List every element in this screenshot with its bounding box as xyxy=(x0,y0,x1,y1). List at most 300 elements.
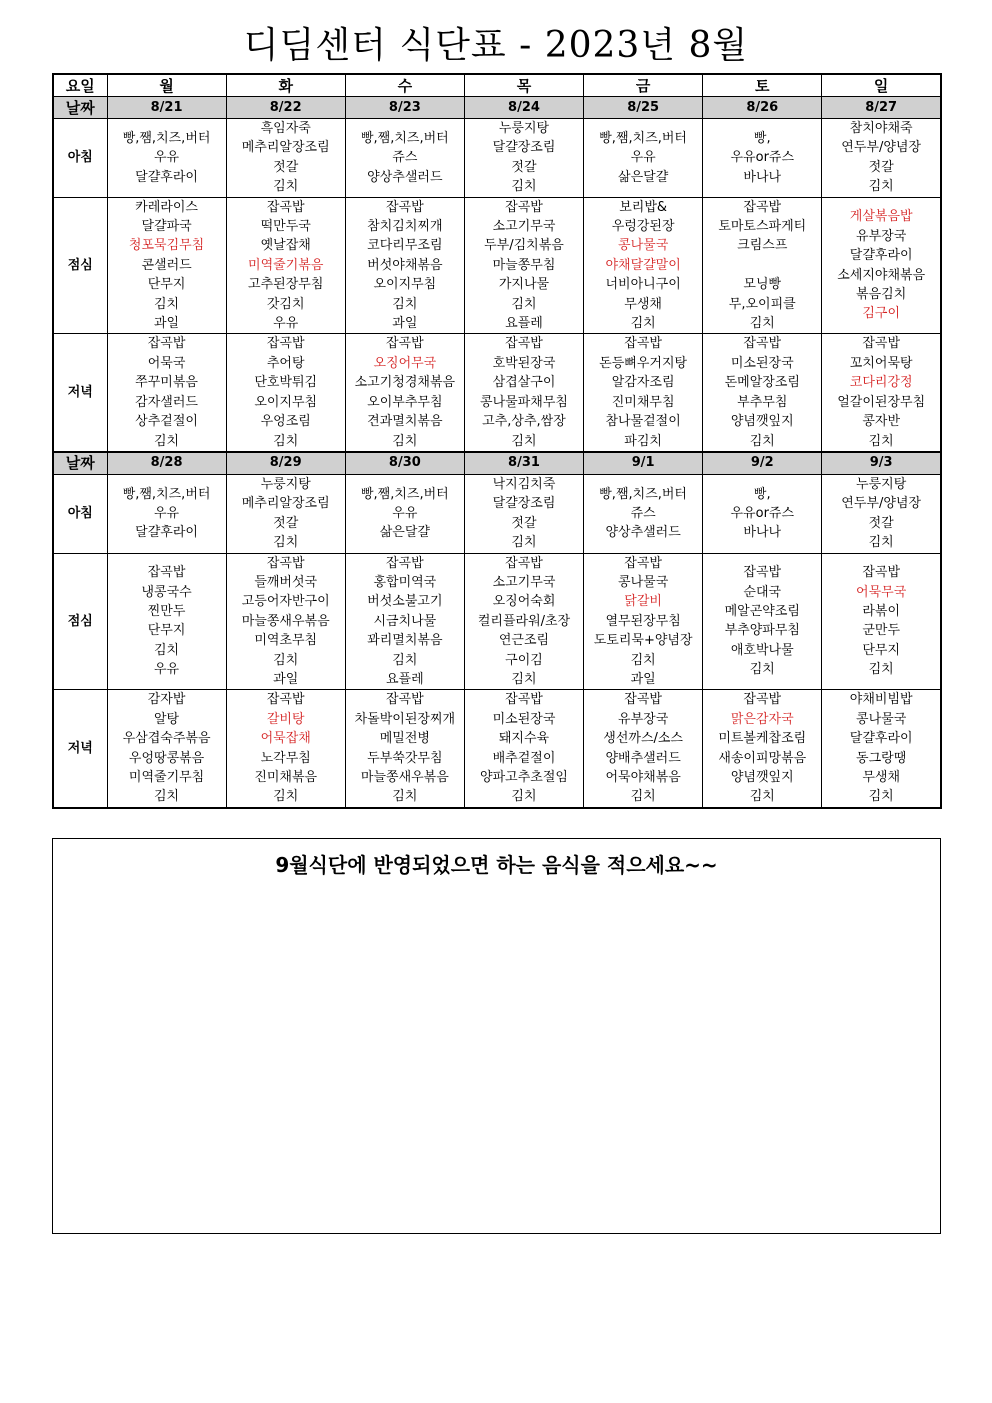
menu-cell xyxy=(226,197,345,334)
menu-item: 단호박튀김 xyxy=(254,375,318,391)
weekday-cell: 화 xyxy=(226,74,345,97)
menu-item: 요플레 xyxy=(505,316,543,332)
menu-item: 진미채무침 xyxy=(611,394,675,410)
menu-item: 마늘쫑새우볶음 xyxy=(241,613,330,629)
menu-item: 우유 xyxy=(273,316,299,332)
menu-cell xyxy=(584,553,703,690)
menu-cell xyxy=(464,334,583,452)
menu-item: 구이김 xyxy=(505,652,543,668)
menu-cell xyxy=(107,334,226,452)
dinner-label: 저녁 xyxy=(53,334,107,452)
menu-item: 김치 xyxy=(273,179,299,195)
menu-item: 잡곡밥 xyxy=(743,336,782,352)
menu-item: 달걀후라이 xyxy=(849,731,913,747)
dinner-row xyxy=(53,334,941,452)
lunch-label: 점심 xyxy=(53,553,107,690)
menu-item: 차돌박이된장찌개 xyxy=(354,711,456,727)
menu-item: 오이지무침 xyxy=(254,394,318,410)
menu-item: 과일 xyxy=(154,316,180,332)
menu-item: 소고기청경채볶음 xyxy=(354,375,456,391)
menu-item: 잡곡밥 xyxy=(624,692,662,708)
menu-item: 새송이피망볶음 xyxy=(718,750,807,766)
menu-item: 흑임자죽 xyxy=(260,121,311,136)
menu-cell xyxy=(703,197,822,334)
menu-item: 코다리무조림 xyxy=(367,238,443,254)
menu-item: 과일 xyxy=(273,671,299,687)
menu-item: 젓갈 xyxy=(511,159,537,175)
menu-item: 떡만두국 xyxy=(260,219,311,235)
menu-cell xyxy=(584,690,703,808)
menu-item: 미역줄기볶음 xyxy=(248,257,324,273)
menu-cell xyxy=(464,690,583,808)
breakfast-label: 아침 xyxy=(53,119,107,198)
menu-item: 고추,상추,쌈장 xyxy=(482,414,566,430)
menu-item: 도토리묵+양념장 xyxy=(593,633,693,649)
menu-cell xyxy=(464,119,583,198)
menu-item: 김치 xyxy=(511,433,537,449)
menu-item: 알탕 xyxy=(154,711,180,727)
menu-item: 생선까스/소스 xyxy=(603,731,683,747)
menu-item: 야채비빔밥 xyxy=(849,692,913,708)
menu-item: 김치 xyxy=(749,789,775,805)
menu-cell xyxy=(226,474,345,553)
menu-item: 잡곡밥 xyxy=(862,336,901,352)
menu-item: 잡곡밥 xyxy=(386,336,424,352)
menu-item: 들깨버섯국 xyxy=(254,574,318,590)
menu-item: 버섯소불고기 xyxy=(367,594,443,610)
menu-cell xyxy=(584,119,703,198)
menu-item: 어묵잡채 xyxy=(260,731,311,747)
menu-item: 김치 xyxy=(868,662,894,678)
menu-item: 유부장국 xyxy=(618,711,669,727)
menu-item: 알감자조림 xyxy=(611,375,675,391)
menu-item: 바나나 xyxy=(743,169,782,185)
dinner-label: 저녁 xyxy=(53,690,107,808)
menu-item: 고등어자반구이 xyxy=(241,594,330,610)
menu-item: 우엉땅콩볶음 xyxy=(128,750,205,766)
menu-cell xyxy=(226,690,345,808)
date-cell: 8/23 xyxy=(345,97,464,119)
menu-item: 무,오이피클 xyxy=(728,296,796,312)
menu-cell xyxy=(584,474,703,553)
menu-item: 우삼겹숙주볶음 xyxy=(122,731,211,747)
menu-item: 돈등뼈우거지탕 xyxy=(599,355,688,371)
date-cell: 8/22 xyxy=(226,97,345,119)
date-label: 날짜 xyxy=(53,97,107,119)
menu-cell xyxy=(107,119,226,198)
menu-item: 달걀장조림 xyxy=(492,496,556,512)
menu-item: 삶은달걀 xyxy=(618,169,669,185)
weekday-cell: 월 xyxy=(107,74,226,97)
menu-item: 배추겉절이 xyxy=(492,750,556,766)
menu-item: 김치 xyxy=(868,433,894,449)
menu-item: 양파고추초절임 xyxy=(480,770,568,785)
menu-cell xyxy=(464,197,583,334)
menu-item: 양념깻잎지 xyxy=(730,414,794,430)
menu-item: 오이지무침 xyxy=(373,277,437,293)
menu-item: 양배추샐러드 xyxy=(605,750,681,766)
menu-cell xyxy=(464,474,583,553)
wish-box[interactable] xyxy=(52,838,941,1234)
menu-item: 달걀후라이 xyxy=(135,169,198,185)
menu-item: 우유or쥬스 xyxy=(730,506,795,522)
menu-item: 호박된장국 xyxy=(492,355,556,371)
menu-item: 김치 xyxy=(154,789,180,805)
menu-item: 참치김치찌개 xyxy=(367,219,443,235)
menu-item: 보리밥& xyxy=(619,199,668,215)
menu-item: 메추리알장조림 xyxy=(241,496,330,512)
menu-cell xyxy=(345,334,464,452)
weekday-cell: 금 xyxy=(584,74,703,97)
menu-item: 게살볶음밥 xyxy=(849,209,913,225)
menu-item: 참치야채죽 xyxy=(849,121,913,136)
menu-item: 갈비탕 xyxy=(266,711,305,727)
menu-item: 김치 xyxy=(511,671,537,687)
menu-item: 과일 xyxy=(630,671,656,687)
menu-item: 젓갈 xyxy=(868,515,894,531)
menu-cell xyxy=(226,334,345,452)
menu-item: 연두부/양념장 xyxy=(841,496,922,512)
menu-item: 잡곡밥 xyxy=(862,565,901,581)
menu-item: 우유 xyxy=(392,506,418,522)
menu-item: 잡곡밥 xyxy=(505,692,543,708)
menu-item: 잡곡밥 xyxy=(266,199,305,215)
menu-item: 볶음김치 xyxy=(856,286,907,302)
menu-item: 메알곤약조림 xyxy=(724,604,800,620)
weekday-header-row xyxy=(53,74,941,97)
menu-item: 잡곡밥 xyxy=(624,555,662,571)
menu-item: 닭갈비 xyxy=(624,594,662,610)
menu-item: 노각무침 xyxy=(260,750,311,766)
menu-item: 마늘쫑새우볶음 xyxy=(360,770,449,785)
menu-item: 라볶이 xyxy=(862,604,901,620)
menu-item: 어묵무국 xyxy=(856,584,907,600)
menu-item: 유부장국 xyxy=(856,228,907,244)
menu-item: 달걀파국 xyxy=(141,219,192,235)
menu-cell xyxy=(822,197,941,334)
date-cell: 8/27 xyxy=(822,97,941,119)
menu-item: 김치 xyxy=(749,316,775,332)
menu-item: 가지나물 xyxy=(498,277,550,293)
menu-item: 옛날잡채 xyxy=(260,238,311,254)
menu-item: 쥬스 xyxy=(392,150,418,166)
menu-item: 쥬스 xyxy=(630,506,656,522)
menu-item: 순대국 xyxy=(743,584,782,600)
menu-item: 야채달걀말이 xyxy=(605,257,681,273)
date-cell: 8/30 xyxy=(345,452,464,475)
menu-item: 무생채 xyxy=(624,296,662,312)
menu-item: 열무된장무침 xyxy=(605,613,681,629)
menu-item: 빵,쨈,치즈,버터 xyxy=(599,130,687,146)
weekday-cell: 수 xyxy=(345,74,464,97)
date-cell: 8/31 xyxy=(464,452,583,475)
lunch-label: 점심 xyxy=(53,197,107,334)
menu-item: 미역초무침 xyxy=(254,633,318,649)
menu-item: 김치 xyxy=(868,535,894,551)
menu-item: 바나나 xyxy=(743,525,782,541)
menu-item: 잡곡밥 xyxy=(386,555,424,571)
menu-item: 맑은감자국 xyxy=(730,711,794,727)
menu-item: 과일 xyxy=(392,316,418,332)
menu-item: 잡곡밥 xyxy=(266,555,305,571)
menu-item: 김치 xyxy=(630,316,656,332)
date-cell: 8/29 xyxy=(226,452,345,475)
menu-item: 요플레 xyxy=(386,671,424,687)
menu-item: 오징어무국 xyxy=(373,355,437,371)
menu-item: 누룽지탕 xyxy=(856,476,907,492)
menu-item: 감자밥 xyxy=(147,692,186,708)
dinner-row xyxy=(53,690,941,808)
menu-item: 우유or쥬스 xyxy=(730,150,795,166)
date-cell: 9/3 xyxy=(822,452,941,475)
menu-item: 진미채볶음 xyxy=(254,770,318,785)
menu-item: 냉콩국수 xyxy=(141,584,192,600)
menu-item: 콘샐러드 xyxy=(141,257,192,273)
weekday-cell: 목 xyxy=(464,74,583,97)
menu-cell xyxy=(345,690,464,808)
menu-item: 꼬치어묵탕 xyxy=(849,355,913,371)
menu-item: 상추겉절이 xyxy=(135,414,198,430)
menu-item: 감자샐러드 xyxy=(135,394,198,410)
menu-item: 단무지 xyxy=(147,277,186,293)
menu-item: 쭈꾸미볶음 xyxy=(135,375,198,391)
breakfast-row xyxy=(53,119,941,198)
menu-cell xyxy=(345,553,464,690)
menu-item: 누룽지탕 xyxy=(498,121,550,136)
menu-table xyxy=(52,73,942,809)
menu-cell xyxy=(584,197,703,334)
menu-item: 양상추샐러드 xyxy=(605,525,681,541)
menu-item: 김치 xyxy=(273,652,299,668)
menu-item xyxy=(703,256,821,275)
menu-item: 파김치 xyxy=(624,433,662,449)
date-row xyxy=(53,452,941,475)
menu-item: 군만두 xyxy=(862,623,901,639)
menu-item: 고추된장무침 xyxy=(248,277,324,293)
menu-cell xyxy=(345,474,464,553)
menu-item: 잡곡밥 xyxy=(505,336,543,352)
menu-item: 김치 xyxy=(273,535,299,551)
menu-item: 빵,쨈,치즈,버터 xyxy=(122,130,211,146)
menu-item: 미역줄기무침 xyxy=(128,770,205,785)
menu-item: 김치 xyxy=(154,642,180,658)
menu-item: 달걀후라이 xyxy=(135,525,198,541)
menu-item: 잡곡밥 xyxy=(743,199,782,215)
date-cell: 8/24 xyxy=(464,97,583,119)
menu-item: 양상추샐러드 xyxy=(367,169,443,185)
menu-item: 김치 xyxy=(273,789,299,805)
menu-item: 미소된장국 xyxy=(492,711,556,727)
menu-cell xyxy=(345,197,464,334)
menu-item: 청포묵김무침 xyxy=(128,238,205,254)
menu-item: 잡곡밥 xyxy=(505,555,543,571)
menu-item: 홍합미역국 xyxy=(373,574,437,590)
menu-cell xyxy=(822,334,941,452)
menu-item: 잡곡밥 xyxy=(505,199,543,215)
menu-item: 추어탕 xyxy=(266,355,305,371)
weekday-label: 요일 xyxy=(53,74,107,97)
menu-cell xyxy=(226,553,345,690)
menu-cell xyxy=(107,690,226,808)
menu-item: 마늘쫑무침 xyxy=(492,257,556,273)
menu-cell xyxy=(107,553,226,690)
menu-item: 우렁강된장 xyxy=(611,219,675,235)
menu-item: 달걀장조림 xyxy=(492,140,556,156)
menu-item: 시금치나물 xyxy=(373,613,437,629)
menu-item: 김치 xyxy=(511,535,537,551)
menu-item: 빵, xyxy=(753,486,771,502)
menu-item: 빵,쨈,치즈,버터 xyxy=(360,130,449,146)
date-cell: 9/1 xyxy=(584,452,703,475)
menu-item: 잡곡밥 xyxy=(147,565,186,581)
menu-item: 토마토스파게티 xyxy=(718,219,807,235)
menu-cell xyxy=(703,119,822,198)
menu-item: 누룽지탕 xyxy=(260,476,311,492)
menu-item: 소고기무국 xyxy=(492,574,556,590)
menu-item: 김치 xyxy=(154,433,180,449)
menu-item: 김치 xyxy=(154,296,180,312)
menu-cell xyxy=(822,553,941,690)
menu-item: 우유 xyxy=(154,506,180,522)
menu-item: 김치 xyxy=(392,433,418,449)
menu-cell xyxy=(822,119,941,198)
menu-item: 우유 xyxy=(630,150,656,166)
menu-item: 빵, xyxy=(753,130,771,146)
menu-cell xyxy=(822,474,941,553)
menu-item: 콩나물국 xyxy=(618,574,669,590)
menu-item: 참나물겉절이 xyxy=(605,414,681,430)
menu-cell xyxy=(703,334,822,452)
menu-item: 김치 xyxy=(392,652,418,668)
menu-item: 김치 xyxy=(392,789,418,805)
page-title: 디딤센터 식단표 - 2023년 8월 xyxy=(243,25,749,66)
menu-item: 잡곡밥 xyxy=(743,692,782,708)
menu-item: 낙지김치죽 xyxy=(492,476,556,492)
menu-item: 미소된장국 xyxy=(730,355,794,371)
menu-item: 김치 xyxy=(868,789,894,805)
date-cell: 8/28 xyxy=(107,452,226,475)
menu-item: 크림스프 xyxy=(737,238,788,254)
menu-item: 꽈리멸치볶음 xyxy=(367,633,443,649)
menu-item: 젓갈 xyxy=(273,159,299,175)
menu-item: 두부쑥갓무침 xyxy=(367,750,443,766)
menu-item: 부추양파무침 xyxy=(724,623,800,639)
menu-item: 미트볼케찹조림 xyxy=(718,731,807,747)
menu-item: 삼겹살구이 xyxy=(492,375,556,391)
menu-item: 얼갈이된장무침 xyxy=(837,394,926,410)
menu-item: 소고기무국 xyxy=(492,219,556,235)
menu-cell xyxy=(464,553,583,690)
menu-item: 컬리플라워/초장 xyxy=(477,613,571,629)
menu-cell xyxy=(822,690,941,808)
date-cell: 8/26 xyxy=(703,97,822,119)
menu-item: 잡곡밥 xyxy=(147,336,186,352)
menu-item: 단무지 xyxy=(147,623,186,639)
menu-item: 어묵국 xyxy=(147,355,186,371)
menu-item: 젓갈 xyxy=(273,515,299,531)
menu-item: 찐만두 xyxy=(147,604,186,620)
menu-item: 견과멸치볶음 xyxy=(367,414,443,430)
menu-cell xyxy=(703,690,822,808)
menu-item: 모닝빵 xyxy=(743,277,782,293)
breakfast-label: 아침 xyxy=(53,474,107,553)
menu-cell xyxy=(703,474,822,553)
menu-item: 김치 xyxy=(273,433,299,449)
menu-cell xyxy=(584,334,703,452)
menu-item: 잡곡밥 xyxy=(624,336,662,352)
menu-item: 메밀전병 xyxy=(379,731,430,747)
menu-item: 달걀후라이 xyxy=(849,248,913,264)
date-label: 날짜 xyxy=(53,452,107,475)
menu-item: 삶은달걀 xyxy=(379,525,430,541)
menu-item: 우엉조림 xyxy=(260,414,311,430)
menu-item: 너비아니구이 xyxy=(605,277,681,293)
menu-cell xyxy=(107,474,226,553)
menu-cell xyxy=(226,119,345,198)
menu-item: 김치 xyxy=(392,296,418,312)
menu-item: 김구이 xyxy=(862,306,901,322)
weekday-cell: 일 xyxy=(822,74,941,97)
menu-cell xyxy=(345,119,464,198)
lunch-row xyxy=(53,197,941,334)
menu-cell xyxy=(107,197,226,334)
menu-item: 연두부/양념장 xyxy=(841,140,922,156)
menu-item: 무생채 xyxy=(862,770,901,785)
menu-item: 김치 xyxy=(511,789,537,805)
menu-item: 연근조림 xyxy=(498,633,550,649)
menu-item: 빵,쨈,치즈,버터 xyxy=(599,486,687,502)
menu-item: 잡곡밥 xyxy=(743,565,782,581)
breakfast-row xyxy=(53,474,941,553)
menu-item: 잡곡밥 xyxy=(386,199,424,215)
menu-item: 단무지 xyxy=(862,642,901,658)
menu-item: 우유 xyxy=(154,150,180,166)
date-cell: 9/2 xyxy=(703,452,822,475)
menu-item: 김치 xyxy=(511,179,537,195)
menu-item: 두부/김치볶음 xyxy=(484,238,564,254)
weekday-cell: 토 xyxy=(703,74,822,97)
menu-item: 오이부추무침 xyxy=(367,394,443,410)
menu-item: 동그랑땡 xyxy=(856,750,907,766)
menu-table-body xyxy=(53,74,941,808)
menu-item: 갓김치 xyxy=(266,296,305,312)
menu-item: 잡곡밥 xyxy=(266,692,305,708)
menu-item: 돈메알장조림 xyxy=(724,375,800,391)
menu-item: 김치 xyxy=(511,296,537,312)
menu-item: 버섯야채볶음 xyxy=(367,257,443,273)
menu-item: 콩자반 xyxy=(862,414,901,430)
menu-item: 메추리알장조림 xyxy=(241,140,330,156)
date-cell: 8/25 xyxy=(584,97,703,119)
menu-item: 잡곡밥 xyxy=(386,692,424,708)
menu-item: 젓갈 xyxy=(868,159,894,175)
menu-item: 부추무침 xyxy=(737,394,788,410)
menu-item: 김치 xyxy=(630,652,656,668)
menu-item: 김치 xyxy=(630,789,656,805)
menu-item: 양념깻잎지 xyxy=(730,770,794,785)
menu-item: 코다리강정 xyxy=(849,375,913,391)
menu-item: 오징어숙회 xyxy=(492,594,556,610)
lunch-row xyxy=(53,553,941,690)
menu-item: 우유 xyxy=(154,662,180,678)
menu-item: 어묵야채볶음 xyxy=(605,770,681,785)
date-row xyxy=(53,97,941,119)
menu-item: 소세지야채볶음 xyxy=(837,267,926,283)
menu-item: 김치 xyxy=(868,179,894,195)
menu-item: 콩나물국 xyxy=(618,238,669,254)
menu-item: 카레라이스 xyxy=(135,199,198,215)
wish-box-title: 9월식단에 반영되었으면 하는 음식을 적으세요~~ xyxy=(275,853,718,877)
